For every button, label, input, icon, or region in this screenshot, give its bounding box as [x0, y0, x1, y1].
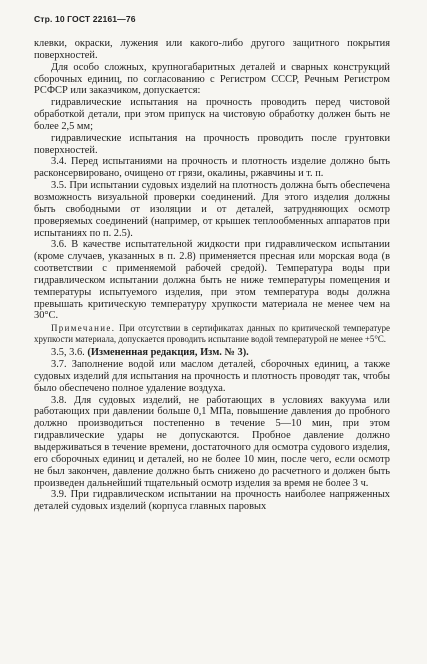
amendment-line — [34, 347, 390, 359]
clause-3-9: 3.9. При гидравлическом испытании на прочность наиболее напряженных деталей судовых изделий (корпуса главных паровых — [34, 489, 390, 513]
note-text: При отсутствии в сертификатах данных по критической температуре хрупкости материала, допускается проводить испытание водой температурой не менее +5°С. — [34, 323, 390, 344]
amendment-clauses: 3.5, 3.6. — [51, 347, 88, 359]
clause-3-4: 3.4. Перед испытаниями на прочность и плотность изделие должно быть расконсервировано, очищено от грязи, окалины, ржавчины и т. п. — [34, 156, 390, 180]
clause-3-8: 3.8. Для судовых изделий, не работающих в условиях вакуума или работающих при давлении больше 0,1 МПа, повышение давления до пробного должно производиться постепенно в течение 5—10 мин, при этом гидравлические удары не допускаются. Пробное давление должно выдерживаться в течение времени, достаточного для осмотра судового изделия, его сборочных единиц и деталей, но не более 10 мин, после чего, если осмотр не был закончен, давление должно быть снижено до расчетного и должен быть произведен дальнейший тщательный осмотр изделия за время не более 3 ч. — [34, 394, 390, 489]
clause-3-7: 3.7. Заполнение водой или маслом деталей, сборочных единиц, а также судовых изделий для испытания на прочность и плотность проводят так, чтобы было обеспечено полное удаление воздуха. — [34, 359, 390, 394]
paragraph-permission: Для особо сложных, крупногабаритных деталей и сварных конструкций сборочных единиц, по согласованию с Регистром СССР, Речным Регистром РСФСР или заказчиком, допускается: — [34, 61, 390, 97]
clause-3-5: 3.5. При испытании судовых изделий на плотность должна быть обеспечена возможность визуальной проверки соединений. Для этого изделия должны быть свободными от изоляции и от деталей, затрудняющих осмотр проверяемых соединений (например, от крышек теплообменных аппаратов при испытаниях по п. 2.5). — [34, 180, 390, 239]
note — [34, 323, 390, 344]
note-label: Примечание. — [51, 323, 116, 334]
amendment-text: (Измененная редакция, Изм. № 3). — [87, 347, 249, 359]
paragraph-option-1: гидравлические испытания на прочность проводить перед чистовой обработкой детали, при этом припуск на чистовую обработку должен быть не более 2,5 мм; — [34, 97, 390, 132]
paragraph-option-2: гидравлические испытания на прочность проводить после грунтовки поверхностей. — [34, 132, 390, 156]
page-header: Стр. 10 ГОСТ 22161—76 — [34, 14, 136, 24]
paragraph-continuation: клевки, окраски, лужения или какого-либо другого защитного покрытия поверхностей. — [34, 38, 390, 61]
clause-3-6: 3.6. В качестве испытательной жидкости при гидравлическом испытании (кроме случаев, указанных в п. 2.8) применяется пресная или морская вода (в соответствии с применяемой рабочей средой). Температура воды при гидравлическом испытании должна быть не ниже температуры помещения и температуры испытуемого изделия, при этом температура воды должна превышать критическую температуру хрупкости материала не менее чем на 30°С. — [34, 239, 390, 322]
document-body — [34, 38, 390, 513]
